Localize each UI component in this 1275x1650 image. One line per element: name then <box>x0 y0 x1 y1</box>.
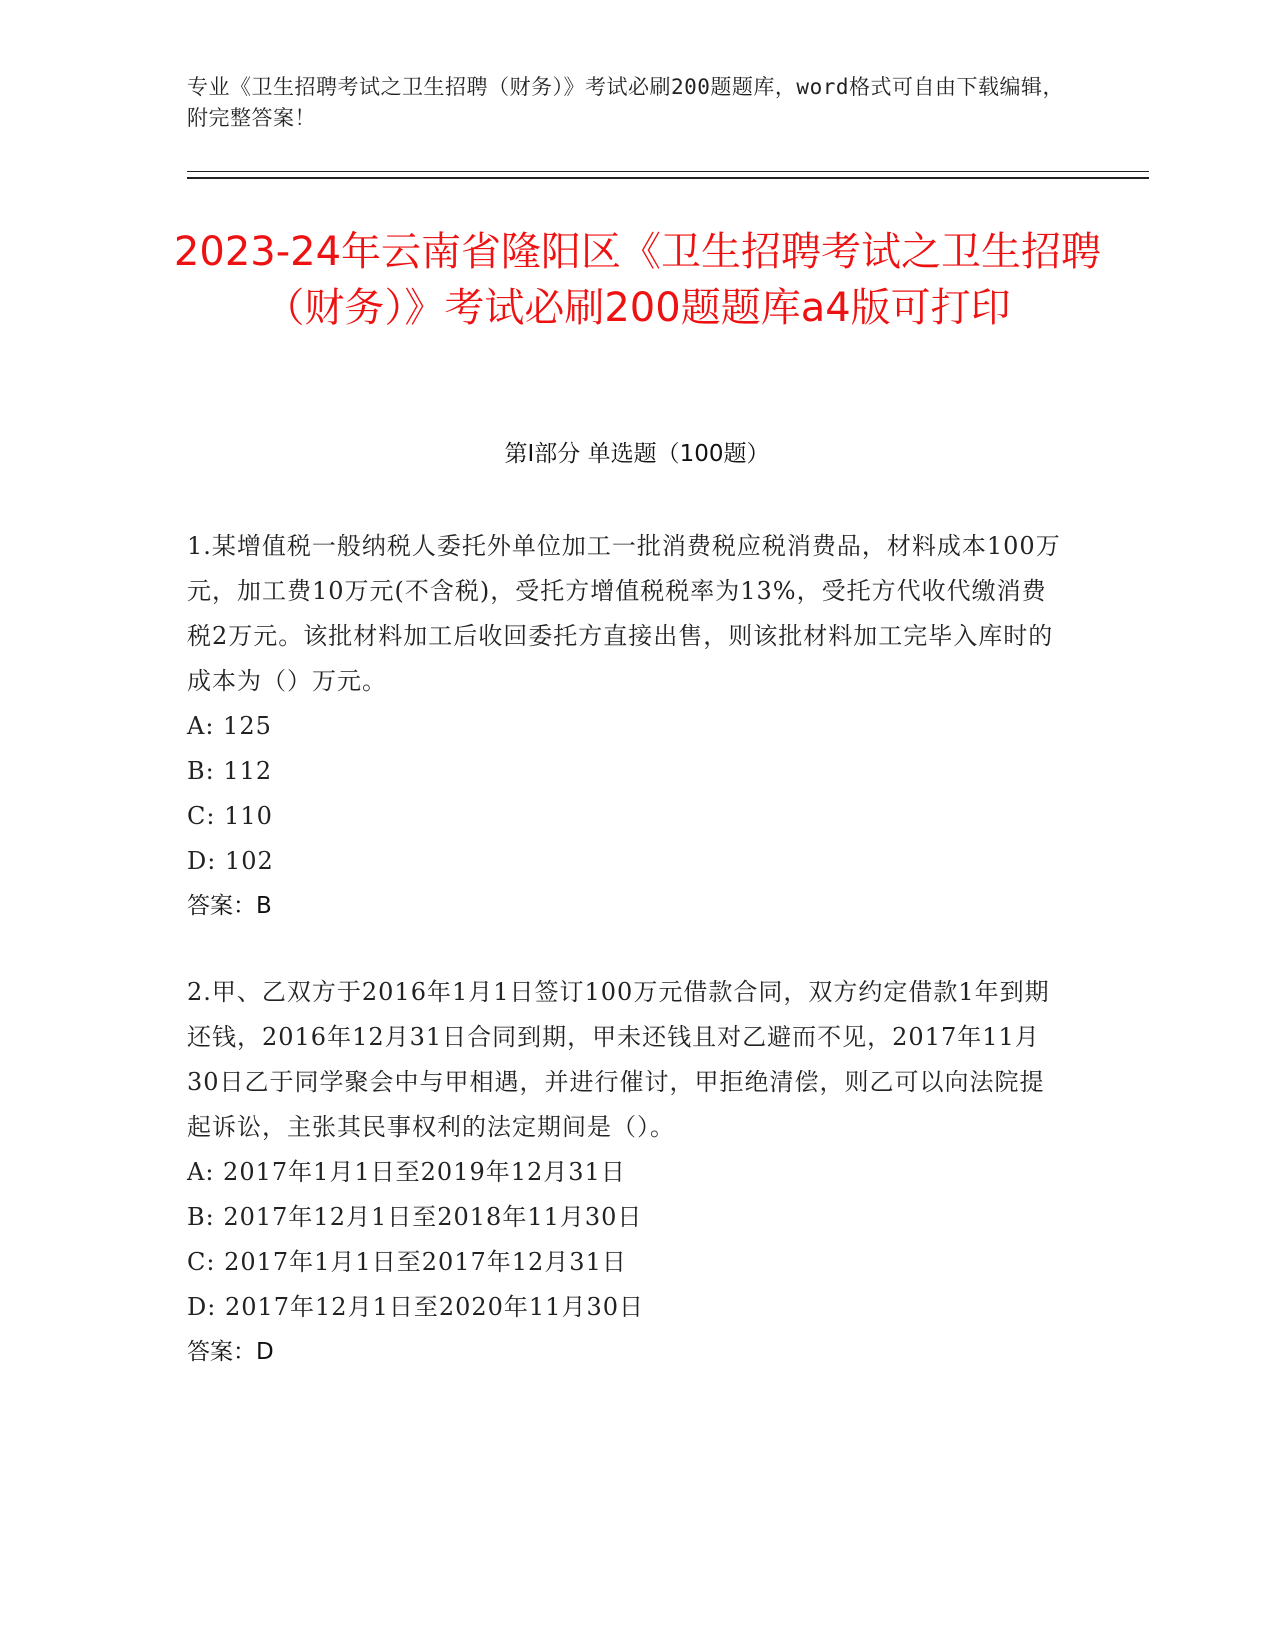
option-c: C: 2017年1月1日至2017年12月31日 <box>187 1248 627 1276</box>
question-2 <box>187 970 1067 1375</box>
option-c: C: 110 <box>187 802 273 830</box>
question-stem: 2.甲、乙双方于2016年1月1日签订100万元借款合同，双方约定借款1年到期还钱，2016年12月31日合同到期，甲未还钱且对乙避而不见，2017年11月30日乙于同学聚会中与甲相遇，并进行催讨，甲拒绝清偿，则乙可以向法院提起诉讼，主张其民事权利的法定期间是（）。 <box>187 978 1050 1141</box>
section-heading: 第Ⅰ部分 单选题（100题） <box>504 441 770 467</box>
header-divider-thin <box>187 171 1149 172</box>
header-divider-thick <box>187 177 1149 179</box>
option-d: D: 102 <box>187 847 274 875</box>
option-a: A: 125 <box>187 712 272 740</box>
option-d: D: 2017年12月1日至2020年11月30日 <box>187 1293 644 1321</box>
option-b: B: 112 <box>187 757 273 785</box>
question-stem: 1.某增值税一般纳税人委托外单位加工一批消费税应税消费品，材料成本100万元，加工费10万元(不含税)，受托方增值税税率为13%，受托方代收代缴消费税2万元。该批材料加工后收回委托方直接出售，则该批材料加工完毕入库时的成本为（）万元。 <box>187 532 1061 695</box>
answer: 答案：D <box>187 1339 274 1365</box>
question-1 <box>187 524 1067 929</box>
document-title: 2023-24年云南省隆阳区《卫生招聘考试之卫生招聘（财务）》考试必刷200题题库a4版可打印 <box>173 229 1102 331</box>
answer: 答案：B <box>187 893 272 919</box>
option-a: A: 2017年1月1日至2019年12月31日 <box>187 1158 626 1186</box>
option-b: B: 2017年12月1日至2018年11月30日 <box>187 1203 643 1231</box>
header-note: 专业《卫生招聘考试之卫生招聘（财务）》考试必刷200题题库，word格式可自由下载编辑，附完整答案！ <box>187 75 1064 130</box>
